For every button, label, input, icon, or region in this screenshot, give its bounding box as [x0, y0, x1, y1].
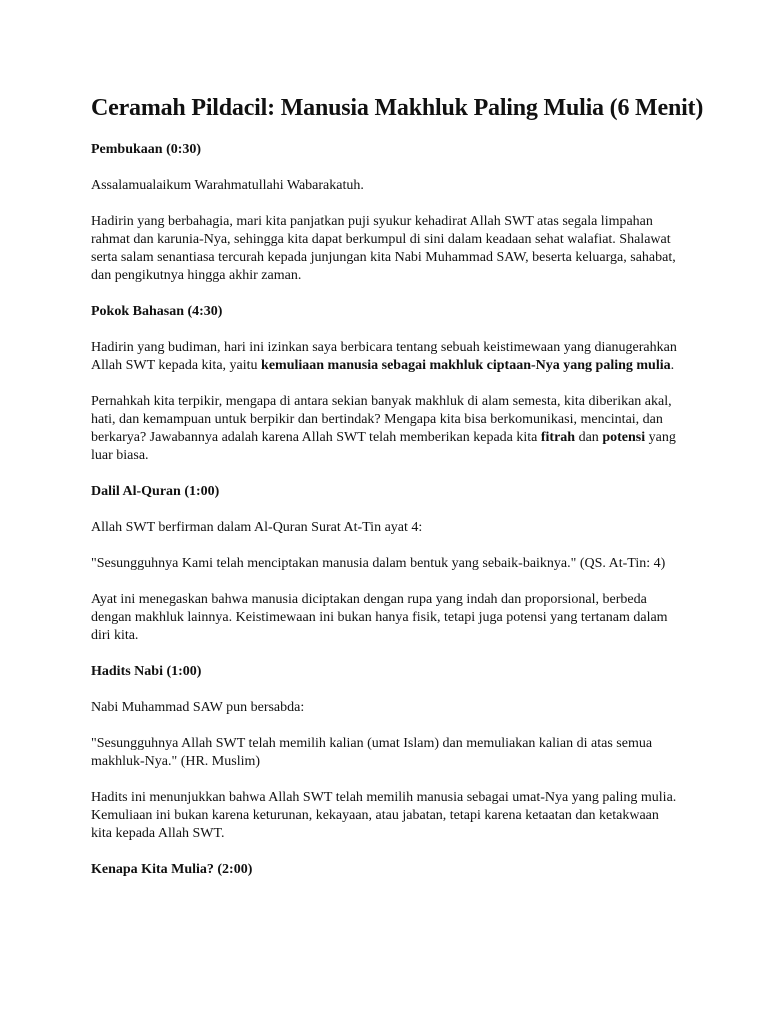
paragraph-ayat-explanation: Ayat ini menegaskan bahwa manusia diciptakan dengan rupa yang indah dan proporsional, berbeda dengan makhluk lainnya. Keistimewaan ini bukan hanya fisik, tetapi juga potensi yang tertanam dalam diri kita.	[91, 592, 668, 643]
document-title: Ceramah Pildacil: Manusia Makhluk Paling Mulia (6 Menit)	[91, 95, 704, 121]
paragraph-hadits-explanation: Hadits ini menunjukkan bahwa Allah SWT telah memilih manusia sebagai umat-Nya yang paling mulia. Kemuliaan ini bukan karena keturunan, kekayaan, atau jabatan, tetapi karena ketaatan dan ketakwaan kita kepada Allah SWT.	[91, 790, 677, 841]
paragraph-keistimewaan	[91, 339, 681, 375]
bold-word-fitrah: fitrah	[540, 430, 576, 445]
paragraph-sabda: Nabi Muhammad SAW pun bersabda:	[91, 700, 305, 715]
bold-word-potensi: potensi	[602, 430, 646, 445]
section-heading-hadits: Hadits Nabi (1:00)	[91, 664, 202, 679]
bold-phrase: kemuliaan manusia sebagai makhluk ciptaan-Nya yang paling mulia	[261, 358, 671, 373]
paragraph-quote-hadits: "Sesungguhnya Allah SWT telah memilih kalian (umat Islam) dan memuliakan kalian di atas semua makhluk-Nya." (HR. Muslim)	[91, 736, 653, 769]
paragraph-salam: Assalamualaikum Warahmatullahi Wabarakatuh.	[91, 178, 364, 193]
paragraph-firman: Allah SWT berfirman dalam Al-Quran Surat At-Tin ayat 4:	[91, 520, 423, 535]
paragraph-text: dan	[575, 430, 603, 445]
section-heading-kenapa-mulia: Kenapa Kita Mulia? (2:00)	[91, 862, 253, 877]
paragraph-pernahkah	[91, 393, 681, 465]
section-heading-pokok-bahasan: Pokok Bahasan (4:30)	[91, 304, 223, 319]
section-heading-pembukaan: Pembukaan (0:30)	[91, 142, 202, 157]
section-heading-dalil: Dalil Al-Quran (1:00)	[91, 484, 220, 499]
paragraph-text: Pernahkah kita terpikir, mengapa di antara sekian banyak makhluk di alam semesta, kita diberikan akal, hati, dan kemampuan untuk berpikir dan bertindak? Mengapa kita bisa berkomunikasi, mencintai, dan berkarya? Jawabannya adalah karena Allah SWT telah memberikan kepada kita	[91, 394, 672, 445]
document-page	[91, 93, 704, 897]
paragraph-text: Hadirin yang budiman, hari ini izinkan saya berbicara tentang sebuah keistimewaan yang dianugerahkan Allah SWT kepada kita, yaitu	[91, 340, 677, 373]
paragraph-text: .	[670, 358, 675, 373]
paragraph-text: yang luar biasa.	[91, 430, 676, 463]
paragraph-hadirin-intro: Hadirin yang berbahagia, mari kita panjatkan puji syukur kehadirat Allah SWT atas segala limpahan rahmat dan karunia-Nya, sehingga kita dapat berkumpul di sini dalam keadaan sehat walafiat. Shalawat serta salam senantiasa tercurah kepada junjungan kita Nabi Muhammad SAW, beserta keluarga, sahabat, dan pengikutnya hingga akhir zaman.	[91, 214, 676, 283]
paragraph-quote-at-tin: "Sesungguhnya Kami telah menciptakan manusia dalam bentuk yang sebaik-baiknya." (QS. At-Tin: 4)	[91, 556, 666, 571]
